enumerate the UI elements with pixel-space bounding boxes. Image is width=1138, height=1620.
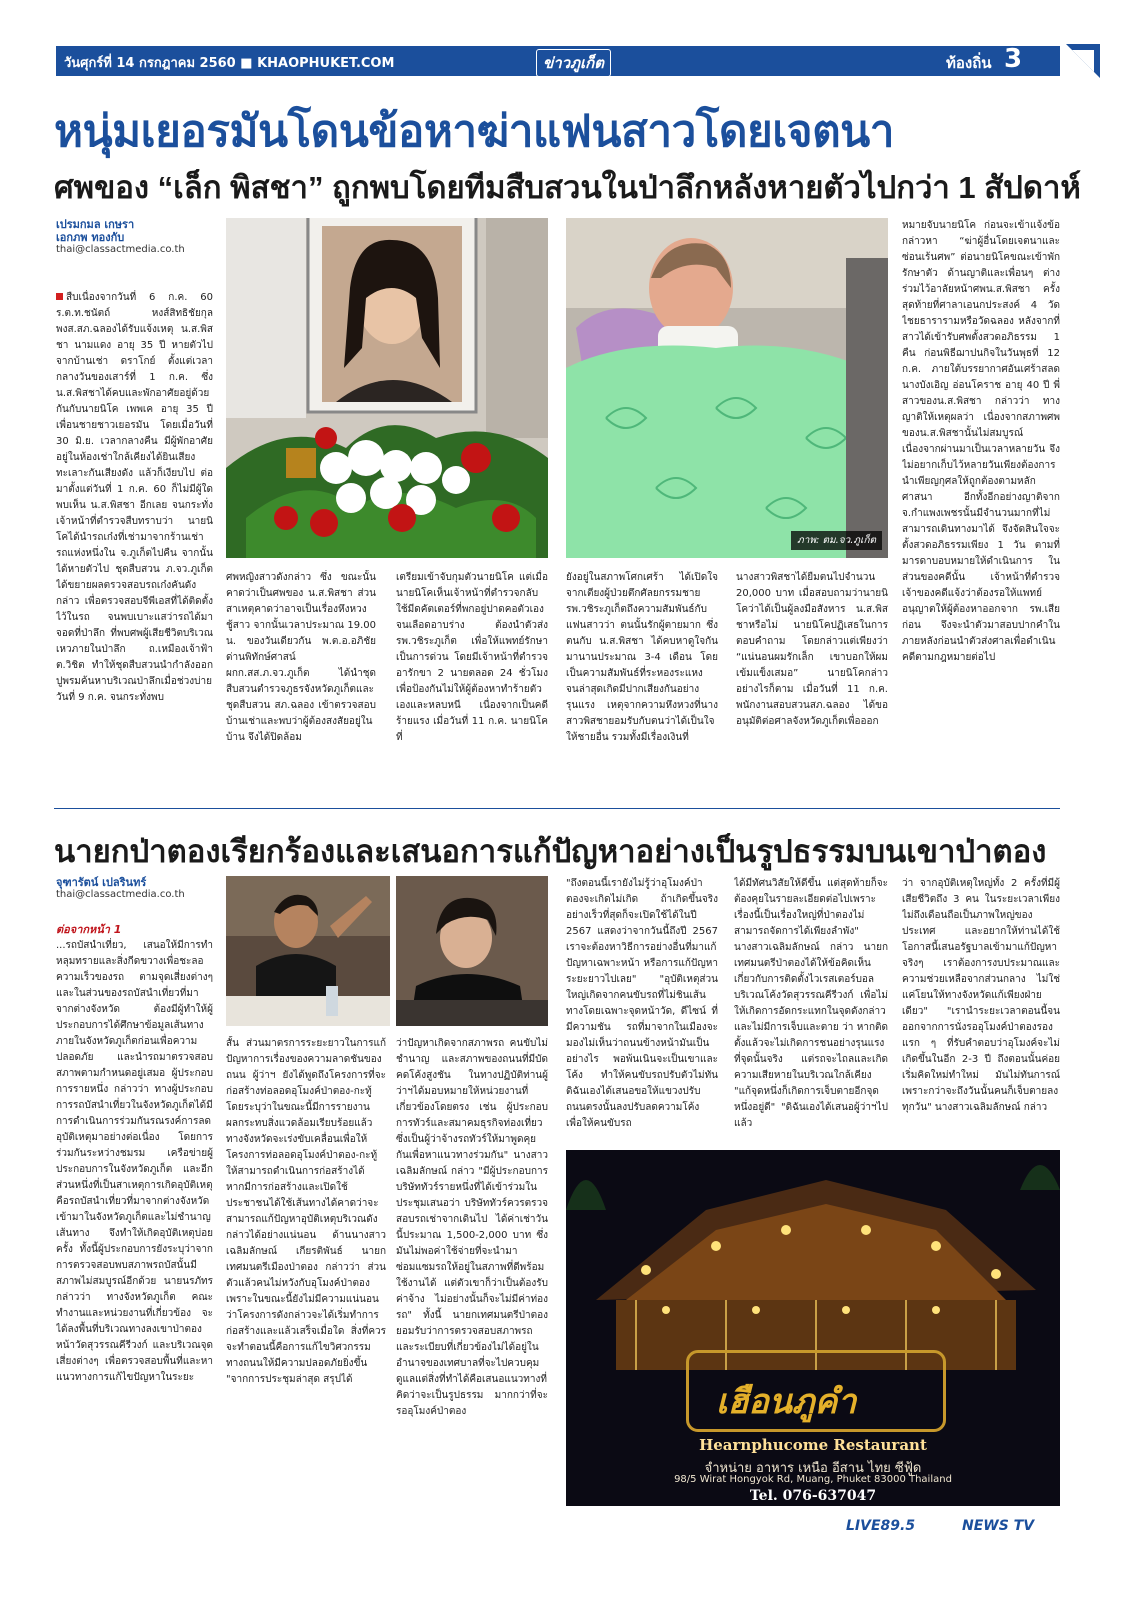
story2-column-3: ว่าปัญหาเกิดจากสภาพรถ คนขับไม่ชำนาญ และสภาพของถนนที่มีบัดคดโค้งสูงชัน ในทางปฏิบัติท่านผู้ว่าฯได้มอบหมายให้หน่วยงานที่เกี่ยวข้องโดยตรง เช่น ผู้ประกอบการทัวร์และสมาคมธุรกิจท่องเที่ยวซึ่งเป็นผู้ว่าจ้างรถทัวร์ให้มาพูดคุยกันเพื่อหาแนวทางร่วมกัน" นางสาวเฉลิมลักษณ์ กล่าว "มีผู้ประกอบการบริษัททัวร์รายหนึ่งที่ได้เข้าร่วมในประชุมเสนอว่า บริษัททัวร์ควรตรวจสอบรถเช่าจากเดินไป ได้ค่าเช่าวันนี้ประมาณ 1,500-2,000 บาท ซึ่งมันไม่พอค่าใช้จ่ายที่จะนำมาซ่อมแซมรถให้อยู่ในสภาพที่ดีพร้อมใช้งานได้ แต่ตัวเขาก็ว่าเป็นต้องรับค่าจ้าง ไม่อย่างนั้นก็จะไม่มีค่าท่องรถ" ทั้งนี้ นายกเทศมนตรีป่าตองยอมรับว่าการตรวจสอบสภาพรถและระเบียบที่เกี่ยวข้องไม่ได้อยู่ในอำนาจของเทศบาลที่จะไปควบคุมดูแลแต่สิ่งที่ทำได้คือเสนอแนวทางที่คิดว่าจะเป็นรูปธรรม มากกว่าที่จะรออุโมงค์ป่าตอง bbox=[396, 1038, 548, 1417]
story1-column-4: ยังอยู่ในสภาพโศกเศร้า ได้เปิดใจจากเตียงผู้ป่วยตึกศัลยกรรมชาย รพ.วชิระภูเก็ตถึงความสัมพันธ์กับแฟนสาวว่า ตนนั้นรักผู้ตายมาก ซึ่งตนกับ น.ส.พิสชา ได้คบหาดูใจกันมานานประมาณ 3-4 เดือน โดยเป็นความสัมพันธ์ที่ระหองระแหง จนล่าสุดเกิดมีปากเสียงกันอย่างรุนแรง เหตุจากความหึงหวงที่นางสาวพิสชายอมรับกับตนว่าได้เป็นใจให้ชายอื่น รวมทั้งมีเรื่องเงินที่ bbox=[566, 572, 718, 743]
restaurant-tagline: จำหน่าย อาหาร เหนือ อีสาน ไทย ซีฟู้ด bbox=[704, 1461, 922, 1476]
author-email[interactable]: thai@classactmedia.co.th bbox=[56, 244, 185, 255]
story2-column-4: "ถึงตอนนี้เรายังไม่รู้ว่าอุโมงค์ป่าตองจะเกิดไม่เกิด ถ้าเกิดขึ้นจริง อย่างเร็วที่สุดก็จะเปิดใช้ได้ในปี 2567 แสดงว่าจากวันนี้ถึงปี 2567 เราจะต้องหาวิธีการอย่างอื่นที่มาแก้ปัญหาเฉพาะหน้า หรือการแก้ปัญหาระยะยาวไปเลย" "อุบัติเหตุส่วนใหญ่เกิดจากคนขับรถที่ไม่ชินเส้นทางโดยเฉพาะจุดหน้าวัด, ดีไซน์ ที่มีความชัน รถที่มาจากในเมืองจะมองไม่เห็นว่าถนนข้างหน้ามันเป็นอย่างไร พอพ้นเนินจะเป็นเขาและโค้ง ทำให้คนขับรถปรับตัวไม่ทัน ดิฉันเองได้เสนอขอให้แขวงปรับถนนตรงนั้นลงปรับลดความโค้ง เพื่อให้คนขับรถ bbox=[566, 878, 718, 1129]
section-name: ท้องถิ่น bbox=[946, 54, 992, 72]
story1-column-3: เตรียมเข้าจับกุมตัวนายนิโค แต่เมื่อนายนิโคเห็นเจ้าหน้าที่ตำรวจกลับใช้มีดคัตเตอร์ที่พกอยู่ปาดคอตัวเองจนเลือดอาบร่าง ต้องนำตัวส่ง รพ.วชิระภูเก็ต เพื่อให้แพทย์รักษา เป็นการด่วน โดยมีเจ้าหน้าที่ตำรวจอารักขา 2 นายตลอด 24 ชั่วโมง เพื่อป้องกันไม่ให้ผู้ต้องหาทำร้ายตัวเองและหลบหนี เนื่องจากเป็นคดีร้ายแรง เมื่อวันที่ 11 ก.ค. นายนิโค ที่ bbox=[396, 572, 548, 743]
story2-headline: นายกป่าตองเรียกร้องและเสนอการแก้ปัญหาอย่างเป็นรูปธรรมบนเขาป่าตอง bbox=[54, 834, 1047, 869]
restaurant-english-name: Hearnphucome Restaurant bbox=[699, 1436, 927, 1454]
header-date: วันศุกร์ที่ 14 กรกฎาคม 2560 ■ KHAOPHUKET.COM bbox=[64, 56, 395, 71]
story2-column-1: ...รถบัสนำเที่ยว, เสนอให้มีการทำหลุมทรายและสิ่งกีดขวางเพื่อชะลอความเร็วของรถ ตามจุดเสี่ยงต่างๆ และในส่วนของรถบัสนำเที่ยวที่มาจากต่างจังหวัด ต้องมีผู้ทำให้ผู้ประกอบการได้ศึกษาข้อมูลเส้นทางภายในจังหวัดภูเก็ตก่อนเพื่อความปลอดภัย และนำรถมาตรวจสอบสภาพตามกำหนดอยู่เสมอ ผู้ประกอบการรายหนึ่ง กล่าวว่า ทางผู้ประกอบการรถบัสนำเที่ยวในจังหวัดภูเก็ตได้มีการดำเนินการร่วมกันรณรงค์การลดอุบัติเหตุมาอย่างต่อเนื่อง โดยการร่วมกันระหว่างชมรม เครือข่ายผู้ประกอบการในจังหวัดภูเก็ต และอีกส่วนหนึ่งที่เป็นสาเหตุการเกิดอุบัติเหตุคือรถบัสนำเที่ยวที่มาจากต่างจังหวัดเข้ามาในจังหวัดภูเก็ตและไม่ชำนาญเส้นทาง จึงทำให้เกิดอุบัติเหตุบ่อยครั้ง ทั้งนี้ผู้ประกอบการยังระบุว่าจากการตรวจสอบพบสภาพรถบัสนั้นมีสภาพไม่สมบูรณ์อีกด้วย นายนรภัทร กล่าวว่า ทางจังหวัดภูเก็ต คณะทำงานและหน่วยงานที่เกี่ยวข้อง จะได้ลงพื้นที่บริเวณทางลงเขาป่าตอง หน้าวัดสุวรรณคีรีวงก์ และบริเวณจุดเสี่ยงต่างๆ เพื่อตรวจสอบพื้นที่และหาแนวทางการแก้ไขปัญหาในระยะ bbox=[56, 940, 213, 1383]
story1-column-5: นางสาวพิสชาได้ยืมตนไปจำนวน 20,000 บาท เมื่อสอบถามว่านายนิโคว่าได้เป็นผู้ลงมือสังหาร น.ส.พิสชาหรือไม่ นายนิโคปฏิเสธในการตอบคำถาม โดยกล่าวแต่เพียงว่า “แน่นอนผมรักเล็ก เขาบอกให้ผมเข้มแข็งเสมอ” นายนิโคกล่าว อย่างไรก็ตาม เมื่อวันที่ 11 ก.ค. พนักงานสอบสวนสภ.ฉลอง ได้ขออนุมัติต่อศาลจังหวัดภูเก็ตเพื่อออก bbox=[736, 572, 888, 727]
story1-byline bbox=[56, 218, 216, 255]
author-name: เปรมกมล เกษรา bbox=[56, 218, 135, 231]
mayor-meeting-photo bbox=[396, 876, 548, 1026]
hospital-illustration bbox=[566, 218, 888, 558]
restaurant-address: 98/5 Wirat Hongyok Rd, Muang, Phuket 83000 Thailand bbox=[674, 1474, 952, 1485]
author-name: จุฑารัตน์ เปลรินทร์ bbox=[56, 876, 147, 889]
live-radio-logo: LIVE89.5 bbox=[846, 1518, 916, 1534]
site-link[interactable]: KHAOPHUKET.COM bbox=[257, 56, 395, 71]
meeting-illustration-2 bbox=[396, 876, 548, 1026]
victim-portrait-photo bbox=[226, 218, 548, 558]
story2-column-6: ว่า จากอุบัติเหตุใหญ่ทั้ง 2 ครั้งที่มีผู้เสียชีวิตถึง 3 คน ในระยะเวลาเพียงไม่ถึงเดือนถือเป็นภาพใหญ่ของประเทศ และอยากให้ท่านได้ใช้โอกาสนี้เสนอรัฐบาลเข้ามาแก้ปัญหาจริงๆ เราต้องการงบประมาณและความช่วยเหลือจากส่วนกลาง ไม่ใช่แค่โยนให้ทางจังหวัดแก้เพียงฝ่ายเดียว" "เรานำระยะเวลาตอนนี้จนออกจากการนั่งรออุโมงค์ป่าตองรองแรก ๆ ที่รับคำตอบว่าอุโมงค์จะไม่เกิดขึ้นในอีก 2-3 ปี ถึงตอนนั้นค่อยเริ่มคิดใหม่ทำใหม่ มันไม่ทันการณ์ เพราะกว่าจะถึงวันนั้นคนก็เจ็บตายลงทุกวัน" นางสาวเฉลิมลักษณ์ กล่าว bbox=[902, 878, 1060, 1113]
story2-column-2: สั้น ส่วนมาตรการระยะยาวในการแก้ปัญหาการเรื่องของความลาดชันของถนน ผู้ว่าฯ ยังได้พูดถึงโครงการที่จะก่อสร้างท่อลอดอุโมงค์ป่าตอง-กะทู้ โดยระบุว่าในขณะนี้มีการรายงานผลกระทบสิ่งแวดล้อมเรียบร้อยแล้ว ทางจังหวัดจะเร่งขับเคลื่อนเพื่อให้โครงการท่อลอดอุโมงค์ป่าตอง-กะทู้ ให้สามารถดำเนินการก่อสร้างได้ หากมีการก่อสร้างและเปิดใช้ประชาชนได้ใช้เส้นทางได้คาดว่าจะสามารถแก้ปัญหาอุบัติเหตุบริเวณดังกล่าวได้อย่างแน่นอน ด้านนางสาวเฉลิมลักษณ์ เกียรติพันธ์ นายกเทศมนตรีเมืองป่าตอง กล่าวว่า ส่วนตัวแล้วคนไม่หวังกับอุโมงค์ป่าตอง เพราะในขณะนี้ยังไม่มีความแน่นอนว่าโครงการดังกล่าวจะได้เริ่มทำการก่อสร้างและแล้วเสร็จเมื่อใด สิ่งที่ควรจะทำตอนนี้คือการแก้ไขวิศวกรรมทางถนนให้มีความปลอดภัยยิ่งขึ้น "จากการประชุมล่าสุด สรุปได้ bbox=[226, 1038, 386, 1385]
restaurant-thai-name: เฮือนภูคำ bbox=[716, 1382, 857, 1422]
news-tv-logo: NEWS TV bbox=[962, 1518, 1035, 1534]
story2-byline bbox=[56, 876, 216, 900]
suspect-hospital-photo bbox=[566, 218, 888, 558]
newspaper-logo: ข่าวภูเก็ต bbox=[536, 49, 611, 77]
governor-meeting-photo bbox=[226, 876, 390, 1026]
story1-headline: หนุ่มเยอรมันโดนข้อหาฆ่าแฟนสาวโดยเจตนา bbox=[54, 107, 894, 156]
header-bar bbox=[56, 46, 1060, 76]
continued-from-label: ต่อจากหน้า 1 bbox=[56, 923, 122, 936]
page-number: 3 bbox=[1004, 44, 1023, 74]
section-divider bbox=[54, 808, 1060, 809]
story1-column-6: หมายจับนายนิโค ก่อนจะเข้าแจ้งข้อกล่าวหา “ฆ่าผู้อื่นโดยเจตนาและซ่อนเร้นศพ” ต่อนายนิโคขณะเข้าพักรักษาตัว ด้านญาติและเพื่อนๆ ต่างร่วมไว้อาลัยหน้าศพน.ส.พิสชา ครั้งสุดท้ายที่ศาลาเอนกประสงค์ 4 วัดไชยธารารามหรือวัดฉลอง หลังจากที่สาวได้เข้ารับศพตั้งสวดอภิธรรม 1 คืน ก่อนพิธีฌาปนกิจในวันพุธที่ 12 ก.ค. ภายใต้บรรยากาศอันเศร้าสลด นางบังเอิญ อ่อนโคราช อายุ 40 ปี พี่สาวของน.ส.พิสชา กล่าวว่า ทางญาติให้เหตุผลว่า เนื่องจากสภาพศพของน.ส.พิสชานั้นไม่สมบูรณ์เนื่องจากผ่านมาเป็นเวลาหลายวัน จึงไม่อยากเก็บไว้หลายวันเพียงต้องการนำเพียญกุศลให้ถูกต้องตามหลักศาสนา อีกทั้งอีกอย่างญาติจาก จ.กำแพงเพชรนั้นมีจำนวนมากที่ไม่สามารถเดินทางมาได้ จึงจัดสินใจจะตั้งสวดอภิธรรมเพียง 1 วัน ตามที่มารดาบอบหมายให้ดำเนินการ ในส่วนของคดีนั้น เจ้าหน้าที่ตำรวจเจ้าของคดีแจ้งว่าต้องรอให้แพทย์อนุญาตให้ผู้ต้องหาออกจาก รพ.เสียก่อน จึงจะนำตัวมาสอบปากคำในภายหลังก่อนนำตัวส่งศาลเพื่อดำเนินคดีตามกฎหมายต่อไป bbox=[902, 220, 1060, 663]
bullet-icon bbox=[56, 293, 63, 300]
meeting-illustration-1 bbox=[226, 876, 390, 1026]
story2-column-5: ได้มีทัศนวิสัยให้ดีขึ้น แต่สุดท้ายก็จะต้องคุยในรายละเอียดต่อไปเพราะเรื่องนี้เป็นเรื่องใหญ่ที่ป่าตองไม่สามารถจัดการได้เพียงลำพัง" นางสาวเฉลิมลักษณ์ กล่าว นายกเทศมนตรีป่าตองได้ให้ข้อคิดเห็นเกี่ยวกับการติดตั้งไวเรสเตอร์บอลบริเวณโค้งวัดสุวรรณคีรีวงก์ เพื่อไม่ให้เกิดการอัดกระแทกในจุดดังกล่าวและไม่มีการเจ็บและตาย ว่า หากติดตั้งแล้วจะไม่เกิดการชนอย่างรุนแรงที่จุดนั้นจริง แต่รถจะไถลและเกิดความเสียหายในบริเวณใกล้เคียง "แก้จุดหนึ่งก็เกิดการเจ็บตายอีกจุดหนึ่งอยู่ดี" "ดิฉันเองได้เสนอผู้ว่าฯไปแล้ว bbox=[734, 878, 888, 1129]
story1-column-2: ศพหญิงสาวดังกล่าว ซึ่ง ขณะนั้นคาดว่าเป็นศพของ น.ส.พิสชา ส่วนสาเหตุคาดว่าอาจเป็นเรื่องหึงหวงชู้สาว จากนั้นเวลาประมาณ 19.00 น. ของวันเดียวกัน พ.ต.อ.อภิชัย ด่านพิทักษ์ศาสน์ ผกก.สส.ภ.จว.ภูเก็ต ได้นำชุดสืบสวนตำรวจภูธรจังหวัดภูเก็ตและชุดสืบสวน สภ.ฉลอง เข้าตรวจสอบบ้านเช่าและพบว่าผู้ต้องสงสัยอยู่ในบ้าน จึงได้ปิดล้อม bbox=[226, 572, 376, 743]
corner-fold-inner bbox=[1072, 50, 1094, 72]
author-email[interactable]: thai@classactmedia.co.th bbox=[56, 889, 185, 900]
story1-column-1: สืบเนื่องจากวันที่ 6 ก.ค. 60 ร.ต.ท.ชนัตถ์ หงส์สิทธิชัยกุล พงส.สภ.ฉลองได้รับแจ้งเหตุ น.ส.พิสชา นามแดง อายุ 35 ปี หายตัวไปจากบ้านเช่า ดราโกย์ ตั้งแต่เวลากลางวันของเสาร์ที่ 1 ก.ค. ซึ่งน.ส.พิสชาได้คบและพักอาศัยอยู่ด้วยกันกับนายนิโค เพพเค อายุ 35 ปี เพื่อนชายชาวเยอรมัน โดยเมื่อวันที่ 30 มิ.ย. เวลากลางคืน มีผู้พักอาศัยอยู่ในห้องเช่าใกล้เคียงได้ยินเสียงทะเลาะกันเสียงดัง แล้วก็เงียบไป ต่อมาตั้งแต่วันที่ 1 ก.ค. 60 ก็ไม่มีผู้ใดพบเห็น น.ส.พิสชา อีกเลย จนกระทั่งเจ้าหน้าที่ตำรวจสืบทราบว่า นายนิโคได้นำรถเก๋งที่เช่ามาจากร้านเช่ารถแห่งหนึ่งใน จ.ภูเก็ตไปคืน จากนั้นได้หายตัวไป ชุดสืบสวน ภ.จว.ภูเก็ตได้ขยายผลตรวจสอบรถเก๋งคันดังกล่าว เพื่อตรวจสอบจีพีเอสที่ได้ติดตั้งไว้ในรถ จนพบเบาะแสว่ารถได้มาจอดที่ป่าลึก ที่พบศพผู้เสียชีวิตบริเวณเหวภายในป่าลึก ถ.เหมืองเจ้าฟ้า ต.วิชิต ทำให้ชุดสืบสวนนำกำลังออกปูพรมค้นหาบริเวณป่าลึกเมื่อช่วงบ่ายวันที่ 9 ก.ค. จนกระทั่งพบ bbox=[56, 292, 213, 703]
story1-subheadline: ศพของ “เล็ก พิสชา” ถูกพบโดยทีมสืบสวนในป่าลึกหลังหายตัวไปกว่า 1 สัปดาห์ bbox=[54, 170, 1081, 205]
restaurant-advertisement[interactable] bbox=[566, 1150, 1060, 1506]
restaurant-phone[interactable]: Tel. 076-637047 bbox=[749, 1488, 877, 1504]
portrait-illustration bbox=[226, 218, 548, 558]
author-name: เอกภพ ทองกับ bbox=[56, 231, 125, 244]
photo-credit: ภาพ: ตม.จว.ภูเก็ต bbox=[791, 531, 882, 550]
